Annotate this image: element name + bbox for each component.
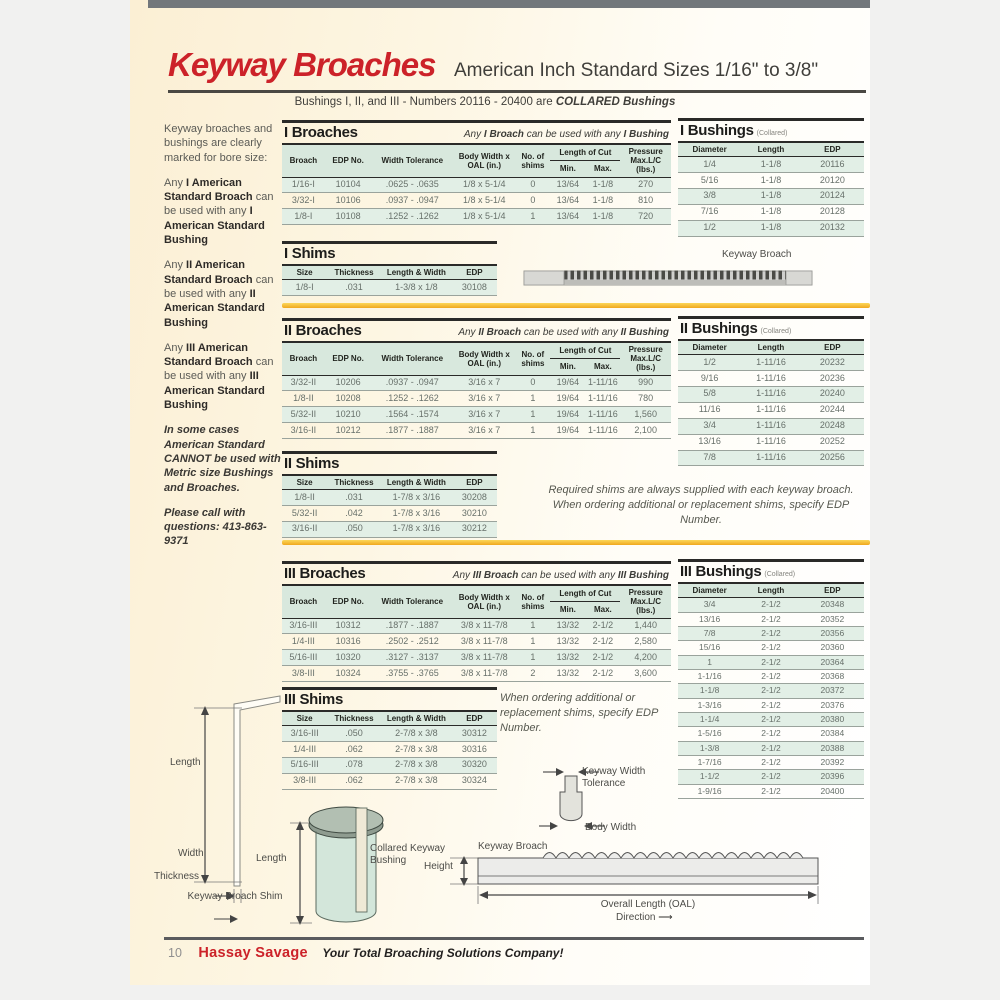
page-number: 10 [168,946,182,960]
section-divider [282,303,870,308]
table-title-bar [678,118,864,143]
table-title: II Bushings [680,320,758,337]
table-row: 1-1/2 2-1/2 20396 [678,770,864,784]
table-title: I Bushings [680,122,754,139]
table-row: 3/4 2-1/2 20348 [678,598,864,612]
table-title-suffix: (Collared) [760,328,792,335]
iii-bushings-table [678,559,864,799]
table-row: 5/32-II .042 1-7/8 x 3/16 30210 [282,506,497,522]
table-row: 3/32-I 10106 .0937 - .0947 1/8 x 5-1/4 0 13/64 1-1/8 810 [282,193,671,209]
table-note: Any I Broach can be used with any I Bushing [463,129,669,140]
data-table: Broach EDP No. Width Tolerance Body Width x OAL (in.) No. of shims Length of Cut Pressure Max.L/C (lbs.) Min. Max. 3/32-II 10206 .0937 - .0947 3/16 x 7 0 19/64 1-11/16 990 1/8-II 10208 .1252 - .1262 3/16 x 7 1 19/64 1-11/16 780 5/32-II 10210 .1564 - .1574 3/16 x 7 1 19/64 1-11/16 1,560 3/16-II 10212 .1877 - .1887 3/16 x 7 1 19/64 1-11/16 2,100 [282,343,671,439]
direction-text: Direction [616,912,656,923]
data-table: Broach EDP No. Width Tolerance Body Width x OAL (in.) No. of shims Length of Cut Pressure Max.L/C (lbs.) Min. Max. 1/16-I 10104 .0625 - .0635 1/8 x 5-1/4 0 13/64 1-1/8 270 3/32-I 10106 .0937 - .0947 1/8 x 5-1/4 0 13/64 1-1/8 810 1/8-I 10108 .1252 - .1262 1/8 x 5-1/4 1 13/64 1-1/8 720 [282,145,671,225]
direction-label [616,912,672,924]
direction-arrow-icon: ⟶ [658,912,672,923]
table-row: 3/32-II 10206 .0937 - .0947 3/16 x 7 0 19/64 1-11/16 990 [282,375,671,391]
table-row: 7/8 2-1/2 20356 [678,626,864,640]
table-row: 7/16 1-1/8 20128 [678,204,864,220]
sidebar-paragraph: Please call with questions: 413-863-9371 [164,506,267,548]
table-title: II Shims [284,455,340,472]
shim-width-label: Width [178,848,204,859]
bushing-caption: Collared Keyway Bushing [370,843,446,866]
data-table: Broach EDP No. Width Tolerance Body Width x OAL (in.) No. of shims Length of Cut Pressure Max.L/C (lbs.) Min. Max. 3/16-III 10312 .1877 - .1887 3/8 x 11-7/8 1 13/32 2-1/2 1,440 1/4-III 10316 .2502 - .2512 3/8 x 11-7/8 1 13/32 2-1/2 2,580 5/16-III 10320 .3127 - .3137 3/8 x 11-7/8 1 13/32 2-1/2 4,200 3/8-III 10324 .3755 - .3765 3/8 x 11-7/8 2 13/32 2-1/2 3,600 [282,586,671,682]
table-note: Any II Broach can be used with any II Bushing [458,327,669,338]
table-title-suffix: (Collared) [764,571,796,578]
table-row: 1-5/16 2-1/2 20384 [678,727,864,741]
shims-supplied-note: Required shims are always supplied with each keyway broach. When ordering additional or replacement shims, specify EDP Number. [548,484,854,526]
table-row: 1-1/16 2-1/2 20368 [678,669,864,683]
table-row: 3/8-III .062 2-7/8 x 3/8 30324 [282,773,497,789]
table-title-bar [282,451,497,476]
table-row: 5/16-III 10320 .3127 - .3137 3/8 x 11-7/8 1 13/32 2-1/2 4,200 [282,650,671,666]
table-row: 1/8-II .031 1-7/8 x 3/16 30208 [282,490,497,506]
body-width-label: Body Width [585,822,637,833]
table-row: 3/8-III 10324 .3755 - .3765 3/8 x 11-7/8 2 13/32 2-1/2 3,600 [282,666,671,682]
shim-length-label: Length [170,757,201,768]
table-row: 5/8 1-11/16 20240 [678,386,864,402]
i-bushings-table [678,118,864,237]
ii-shims-table [282,451,497,538]
table-row: 1-3/8 2-1/2 20388 [678,741,864,755]
data-table: Size Thickness Length & Width EDP 3/16-III .050 2-7/8 x 3/8 30312 1/4-III .062 2-7/8 x 3/8 30316 5/16-III .078 2-7/8 x 3/8 30320 3/8-III .062 2-7/8 x 3/8 30324 [282,712,497,790]
footer-rule [164,937,864,940]
data-table: Diameter Length EDP 1/2 1-11/16 20232 9/16 1-11/16 20236 5/8 1-11/16 20240 11/16 1-11/16 20244 3/4 1-11/16 20248 13/16 1-11/16 20252 7/8 1-11/16 20256 [678,341,864,466]
sidebar-notes [164,122,284,560]
ii-broaches-table [282,318,671,439]
table-row: 1/16-I 10104 .0625 - .0635 1/8 x 5-1/4 0 13/64 1-1/8 270 [282,177,671,193]
table-row: 3/16-II .050 1-7/8 x 3/16 30212 [282,521,497,537]
table-title-bar [678,559,864,584]
page-title: Keyway Broaches [168,46,436,83]
table-row: 1-1/8 2-1/2 20372 [678,684,864,698]
data-table: Diameter Length EDP 3/4 2-1/2 20348 13/16 2-1/2 20352 7/8 2-1/2 20356 15/16 2-1/2 20360 1 2-1/2 20364 1-1/16 2-1/2 20368 1-1/8 2-1/2 20372 1-3/16 2-1/2 20376 1-1/4 2-1/2 20380 1-5/16 2-1/2 20384 1-3/8 2-1/2 20388 1-7/16 2-1/2 20392 1-1/2 2-1/2 20396 1-9/16 2-1/2 20400 [678,584,864,799]
brand-tagline: Your Total Broaching Solutions Company! [322,946,564,960]
i-shims-table [282,241,497,296]
table-row: 3/16-III 10312 .1877 - .1887 3/8 x 11-7/8 1 13/32 2-1/2 1,440 [282,618,671,634]
iii-shims-table [282,687,497,790]
table-row: 3/16-III .050 2-7/8 x 3/8 30312 [282,726,497,742]
data-table: Diameter Length EDP 1/4 1-1/8 20116 5/16 1-1/8 20120 3/8 1-1/8 20124 7/16 1-1/8 20128 1/2 1-1/8 20132 [678,143,864,237]
table-row: 5/16-III .078 2-7/8 x 3/8 30320 [282,757,497,773]
table-row: 1/4-III .062 2-7/8 x 3/8 30316 [282,742,497,758]
table-row: 1 2-1/2 20364 [678,655,864,669]
table-title-bar [282,318,671,343]
table-title: III Bushings [680,563,762,580]
table-title-bar [282,687,497,712]
sidebar-paragraph: Keyway broaches and bushings are clearly marked for bore size: [164,123,273,164]
table-row: 1/4-III 10316 .2502 - .2512 3/8 x 11-7/8 1 13/32 2-1/2 2,580 [282,634,671,650]
page-header [168,46,818,84]
keyway-broach-photo [522,264,818,292]
table-title: II Broaches [284,322,362,339]
table-row: 1-3/16 2-1/2 20376 [678,698,864,712]
shim-caption: Keyway Broach Shim [187,891,283,902]
table-row: 13/16 2-1/2 20352 [678,612,864,626]
table-row: 3/4 1-11/16 20248 [678,418,864,434]
top-bar [148,0,870,8]
table-title-bar [678,316,864,341]
table-row: 1-7/16 2-1/2 20392 [678,755,864,769]
keyway-width-tolerance-label: Keyway Width Tolerance [582,766,646,789]
overall-length-label: Overall Length (OAL) [600,899,696,910]
table-title-bar [282,120,671,145]
keyway-broach-photo-label: Keyway Broach [722,249,792,260]
table-row: 13/16 1-11/16 20252 [678,434,864,450]
table-row: 3/16-II 10212 .1877 - .1887 3/16 x 7 1 19/64 1-11/16 2,100 [282,423,671,439]
broach-view-label: Keyway Broach [478,841,548,852]
ordering-note: When ordering additional or replacement shims, specify EDP Number. [500,692,658,734]
catalog-page [130,0,870,985]
table-title-suffix: (Collared) [756,130,788,137]
table-title: I Broaches [284,124,358,141]
table-row: 1/8-I 10108 .1252 - .1262 1/8 x 5-1/4 1 13/64 1-1/8 720 [282,209,671,225]
table-title-bar [282,561,671,586]
table-note: Any III Broach can be used with any III Bushing [452,570,669,581]
table-title: III Shims [284,691,343,708]
data-table: Size Thickness Length & Width EDP 1/8-II .031 1-7/8 x 3/16 30208 5/32-II .042 1-7/8 x 3/16 30210 3/16-II .050 1-7/8 x 3/16 30212 [282,476,497,538]
brand-name: Hassay Savage [198,945,308,961]
height-label: Height [424,861,453,872]
ii-bushings-table [678,316,864,466]
table-row: 1/4 1-1/8 20116 [678,157,864,173]
section-divider [282,540,870,545]
sidebar-paragraph: In some cases American Standard CANNOT be used with Metric size Bushings and Broaches. [164,424,281,494]
sidebar-paragraph: Any II American Standard Broach can be used with any II American Standard Bushing [164,259,274,329]
table-title: I Shims [284,245,336,262]
sidebar-paragraph: Any I American Standard Broach can be used with any I American Standard Bushing [164,176,274,247]
table-row: 7/8 1-11/16 20256 [678,450,864,466]
data-table: Size Thickness Length & Width EDP 1/8-I .031 1-3/8 x 1/8 30108 [282,266,497,296]
table-row: 15/16 2-1/2 20360 [678,641,864,655]
sidebar-paragraph: Any III American Standard Broach can be used with any III American Standard Bushing [164,341,274,412]
page-subtitle: American Inch Standard Sizes 1/16" to 3/8" [453,60,819,81]
table-row: 1/8-I .031 1-3/8 x 1/8 30108 [282,280,497,296]
table-title: III Broaches [284,565,366,582]
table-row: 3/8 1-1/8 20124 [678,188,864,204]
iii-broaches-table [282,561,671,682]
table-row: 1-9/16 2-1/2 20400 [678,784,864,798]
i-broaches-table [282,120,671,225]
table-row: 1/2 1-11/16 20232 [678,355,864,371]
table-title-bar [282,241,497,266]
table-row: 5/16 1-1/8 20120 [678,173,864,189]
table-row: 5/32-II 10210 .1564 - .1574 3/16 x 7 1 19/64 1-11/16 1,560 [282,407,671,423]
table-row: 9/16 1-11/16 20236 [678,371,864,387]
table-row: 11/16 1-11/16 20244 [678,402,864,418]
bushing-length-label: Length [256,853,287,864]
header-tagline: Bushings I, II, and III - Numbers 20116 - 20400 are COLLARED Bushings [294,96,676,108]
footer [168,944,563,962]
table-row: 1-1/4 2-1/2 20380 [678,712,864,726]
shim-thickness-label: Thickness [154,871,200,882]
header-rule [168,90,866,93]
table-row: 1/2 1-1/8 20132 [678,220,864,236]
table-row: 1/8-II 10208 .1252 - .1262 3/16 x 7 1 19/64 1-11/16 780 [282,391,671,407]
